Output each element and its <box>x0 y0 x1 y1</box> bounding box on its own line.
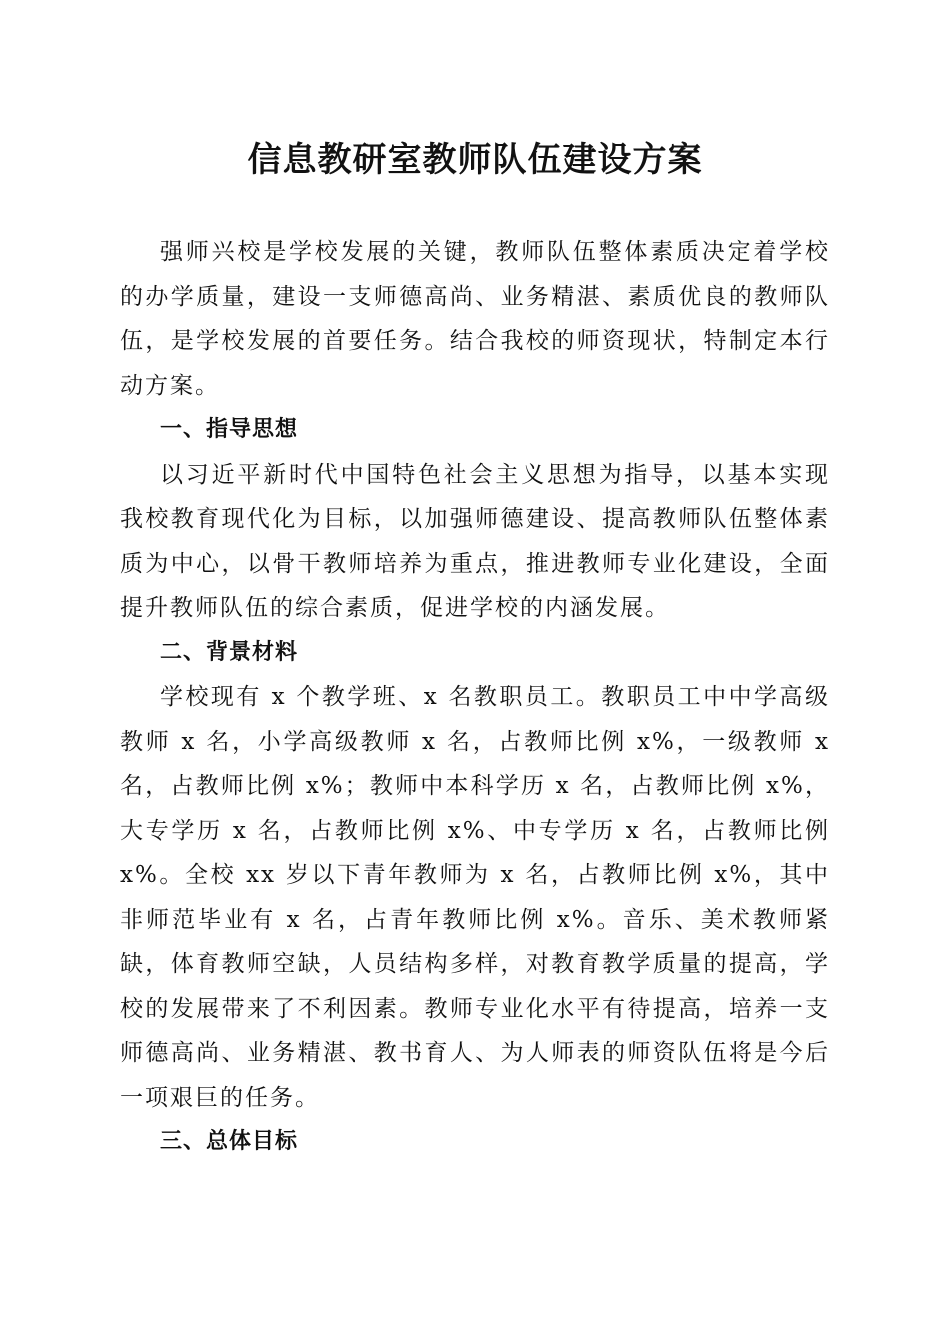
section-body-background: 学校现有 x 个教学班、x 名教职员工。教职员工中中学高级教师 x 名，小学高级教师 x 名，占教师比例 x%，一级教师 x 名，占教师比例 x%；教师中本科学历 x 名，占教师比例 x%，大专学历 x 名，占教师比例 x%、中专学历 x 名，占教师比例 x%。全校 xx 岁以下青年教师为 x 名，占教师比例 x%，其中非师范毕业有 x 名，占青年教师比例 x%。音乐、美术教师紧缺，体育教师空缺，人员结构多样，对教育教学质量的提高，学校的发展带来了不利因素。教师专业化水平有待提高，培养一支师德高尚、业务精湛、教书育人、为人师表的师资队伍将是今后一项艰巨的任务。 <box>120 684 830 1111</box>
section-body-guiding-ideology: 以习近平新时代中国特色社会主义思想为指导，以基本实现我校教育现代化为目标，以加强师德建设、提高教师队伍整体素质为中心，以骨干教师培养为重点，推进教师专业化建设，全面提升教师队伍的综合素质，促进学校的内涵发展。 <box>120 461 830 621</box>
intro-paragraph: 强师兴校是学校发展的关键，教师队伍整体素质决定着学校的办学质量，建设一支师德高尚、业务精湛、素质优良的教师队伍，是学校发展的首要任务。结合我校的师资现状，特制定本行动方案。 <box>120 239 830 399</box>
document-title: 信息教研室教师队伍建设方案 <box>247 140 703 180</box>
section-heading-background: 二、背景材料 <box>160 639 299 665</box>
section-heading-guiding-ideology: 一、指导思想 <box>160 417 299 442</box>
document-body <box>120 230 830 1165</box>
section-heading-overall-goals: 三、总体目标 <box>160 1129 299 1154</box>
